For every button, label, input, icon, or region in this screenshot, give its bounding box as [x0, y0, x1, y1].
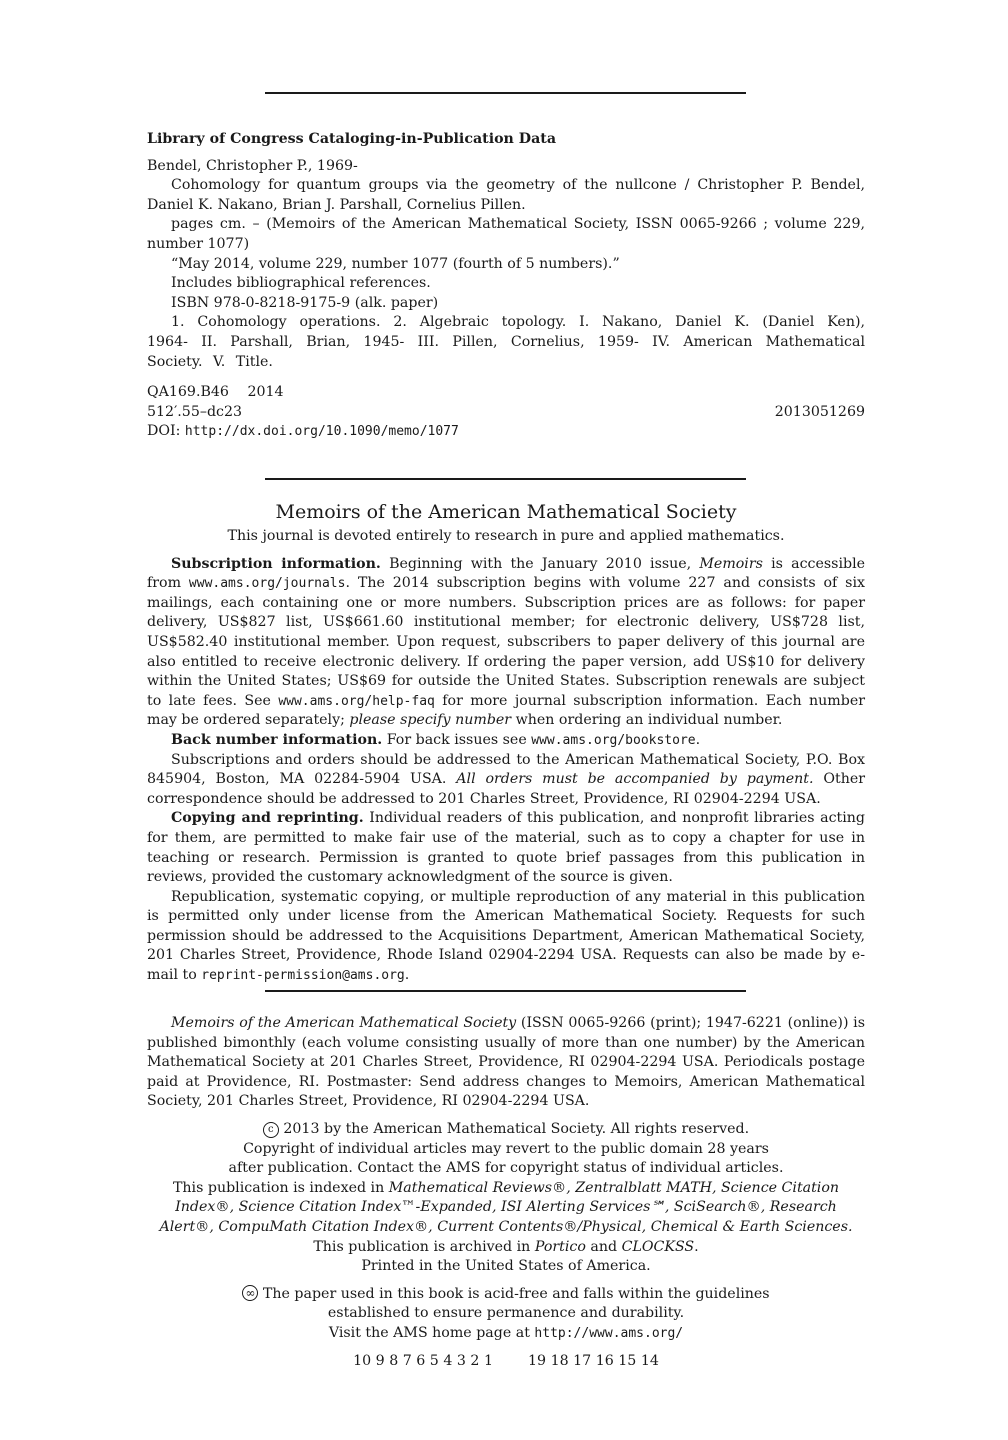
republication-text: Republication, systematic copying, or multiple reproduction of any material in this publication is permitted only under license from the American Mathematical Society. Requests for such permission should be addressed to the Acquisitions Department, American Mathematical Society, 201 Charles Street, Providence, Rhode Island 02904-2294 USA. Requests can also be made by e-mail to: [147, 888, 865, 984]
copying-heading: Copying and reprinting.: [171, 810, 364, 827]
visit-line: [147, 1324, 865, 1344]
journals-link[interactable]: www.ams.org/journals: [188, 576, 346, 592]
ams-home-link[interactable]: http://www.ams.org/: [534, 1325, 684, 1341]
infinity-icon: ∞: [242, 1285, 258, 1301]
year-numbers: 19 18 17 16 15 14: [528, 1352, 659, 1369]
lower-rule: [265, 990, 746, 992]
doi-label: DOI:: [147, 423, 181, 440]
journal-subtitle: This journal is devoted entirely to research in pure and applied mathematics.: [227, 528, 785, 544]
cip-pages: pages cm. – (Memoirs of the American Mathematical Society, ISSN 0065-9266 ; volume 229, number 1077): [147, 216, 865, 252]
copyright-block: [147, 1120, 865, 1371]
copyright-line: [147, 1120, 865, 1140]
top-rule: [265, 92, 746, 94]
cip-note-1: “May 2014, volume 229, number 1077 (fourth of 5 numbers).”: [171, 255, 620, 272]
cip-isbn: ISBN 978-0-8218-9175-9 (alk. paper): [171, 294, 439, 311]
cip-class-row: [147, 403, 865, 423]
paper-line-1: [147, 1285, 865, 1305]
copying-text: Individual readers of this publication, and nonprofit libraries acting for them, are permitted to make fair use of the material, such as to copy a chapter for use in teaching or research. Permission is granted to quote brief passages from this publication in reviews, provided the customary acknowledgment of the source is given.: [147, 810, 865, 886]
cip-lccn: 2013051269: [774, 403, 865, 420]
subscription-text: when ordering an individual number.: [515, 712, 783, 729]
orders-text: Subscriptions and orders should be addressed to the American Mathematical Society, P.O. Box 845904, Boston, MA 02284-5904 USA.: [147, 751, 865, 788]
middle-rule: [265, 478, 746, 480]
cip-block: [147, 130, 865, 442]
paper-line-2: established to ensure permanence and durability.: [327, 1305, 685, 1322]
subscription-heading: Subscription information.: [171, 555, 381, 572]
doi-link[interactable]: http://dx.doi.org/10.1090/memo/1077: [184, 424, 459, 440]
cip-doi: [147, 422, 865, 442]
subscription-text: Beginning with the January 2010 issue,: [389, 555, 692, 572]
printed-line: Printed in the United States of America.: [361, 1258, 651, 1275]
orders-paragraph: [147, 751, 865, 810]
indexed-paragraph: This publication is indexed in Mathematical Reviews®, Zentralblatt MATH, Science Citation Index®, Science Citation Index™-Expanded, ISI Alerting Services℠, SciSearch®, Research Alert®, CompuMath Citation Index®, Current Contents®/Physical, Chemical & Earth Sciences. This publication is archived in Portico and CLOCKSS.: [159, 1179, 853, 1255]
memoirs-ital: Memoirs: [699, 555, 763, 572]
orders-payment-ital: All orders must be accompanied by payment.: [456, 771, 814, 788]
memoirs-paragraph: [147, 1014, 865, 1112]
cip-call-number: QA169.B46 2014: [147, 384, 284, 401]
printing-line: [147, 1352, 865, 1372]
printing-numbers: 10 9 8 7 6 5 4 3 2 1: [353, 1352, 493, 1369]
cip-title: Cohomology for quantum groups via the geometry of the nullcone / Christopher P. Bendel, Daniel K. Nakano, Brian J. Parshall, Cornelius Pillen.: [147, 177, 865, 213]
visit-text: Visit the AMS home page at: [328, 1324, 530, 1341]
indexed-list: Mathematical Reviews®, Zentralblatt MATH, Science Citation Index®, Science Citation Index™-Expanded, ISI Alerting Services℠, SciSearch®, Research Alert®, CompuMath Citation Index®, Current Contents®/Physical, Chemical & Earth Sciences.: [159, 1179, 853, 1235]
copyright-icon: c: [263, 1122, 279, 1138]
subscription-text: . The 2014 subscription begins with volume 227 and consists of six mailings, each containing one or more numbers. Subscription prices are as follows: for paper delivery, US$827 list, US$661.60 institutional member; for electronic delivery, US$728 list, US$582.40 institutional member. Upon request, subscribers to paper delivery of this journal are also entitled to receive electronic delivery. If ordering the paper version, add US$10 for delivery within the United States; US$69 for outside the United States. Subscription renewals are subject to late fees. See: [147, 575, 865, 709]
subscription-text: for more journal subscription information. Each number may be ordered separately;: [147, 692, 866, 729]
footer-block: [147, 1014, 865, 1371]
reprint-email-link[interactable]: reprint-permission@ams.org: [201, 968, 405, 984]
journal-title: Memoirs of the American Mathematical Society: [275, 501, 737, 523]
clockss-ital: CLOCKSS: [621, 1238, 695, 1255]
republication-paragraph: Republication, systematic copying, or multiple reproduction of any material in this publication is permitted only under license from the American Mathematical Society. Requests for such permission should be addressed to the Acquisitions Department, American Mathematical Society, 201 Charles Street, Providence, Rhode Island 02904-2294 USA. Requests can also be made by e-mail to reprint-permission@ams.org.: [147, 888, 865, 984]
memoirs-title-ital: Memoirs of the American Mathematical Society: [171, 1015, 517, 1031]
cip-dewey: 512′.55–dc23: [147, 403, 243, 420]
back-number-heading: Back number information.: [171, 731, 383, 748]
memoirs-text: (ISSN 0065-9266 (print); 1947-6221 (online)) is published bimonthly (each volume consisting usually of more than one number) by the American Mathematical Society at 201 Charles Street, Providence, RI 02904-2294 USA. Periodicals postage paid at Providence, RI. Postmaster: Send address changes to Memoirs, American Mathematical Society, 201 Charles Street, Providence, RI 02904-2294 USA.: [147, 1015, 865, 1110]
archived-text: This publication is archived in: [313, 1238, 531, 1255]
cip-author: Bendel, Christopher P., 1969-: [147, 157, 358, 174]
cip-heading: Library of Congress Cataloging-in-Publication Data: [147, 131, 557, 147]
specify-number-ital: please specify number: [349, 712, 512, 729]
copying-paragraph: [147, 809, 865, 887]
indexed-text: This publication is indexed in: [172, 1179, 385, 1196]
orders-text: Other correspondence should be addressed to 201 Charles Street, Providence, RI 02904-2294 USA.: [147, 771, 866, 807]
back-number-paragraph: Back number information. For back issues see www.ams.org/bookstore.: [171, 731, 701, 748]
cip-note-2: Includes bibliographical references.: [171, 275, 431, 292]
bookstore-link[interactable]: www.ams.org/bookstore: [531, 732, 696, 748]
revert-line-2: after publication. Contact the AMS for copyright status of individual articles.: [228, 1160, 784, 1177]
paper-text: The paper used in this book is acid-free and falls within the guidelines: [262, 1285, 770, 1302]
subscription-paragraph: [147, 555, 865, 731]
revert-line-1: Copyright of individual articles may revert to the public domain 28 years: [243, 1140, 769, 1157]
archived-and: and: [590, 1238, 618, 1255]
subscription-text: is accessible from: [147, 555, 865, 592]
help-faq-link[interactable]: www.ams.org/help-faq: [278, 693, 435, 709]
portico-ital: Portico: [534, 1238, 586, 1255]
back-number-text: For back issues see: [386, 731, 527, 748]
cip-subjects: 1. Cohomology operations. 2. Algebraic topology. I. Nakano, Daniel K. (Daniel Ken), 1964- II. Parshall, Brian, 1945- III. Pillen, Cornelius, 1959- IV. American Mathematical Society. V. Title.: [147, 314, 865, 370]
copyright-text: 2013 by the American Mathematical Society. All rights reserved.: [283, 1120, 750, 1137]
journal-block: [147, 500, 865, 986]
